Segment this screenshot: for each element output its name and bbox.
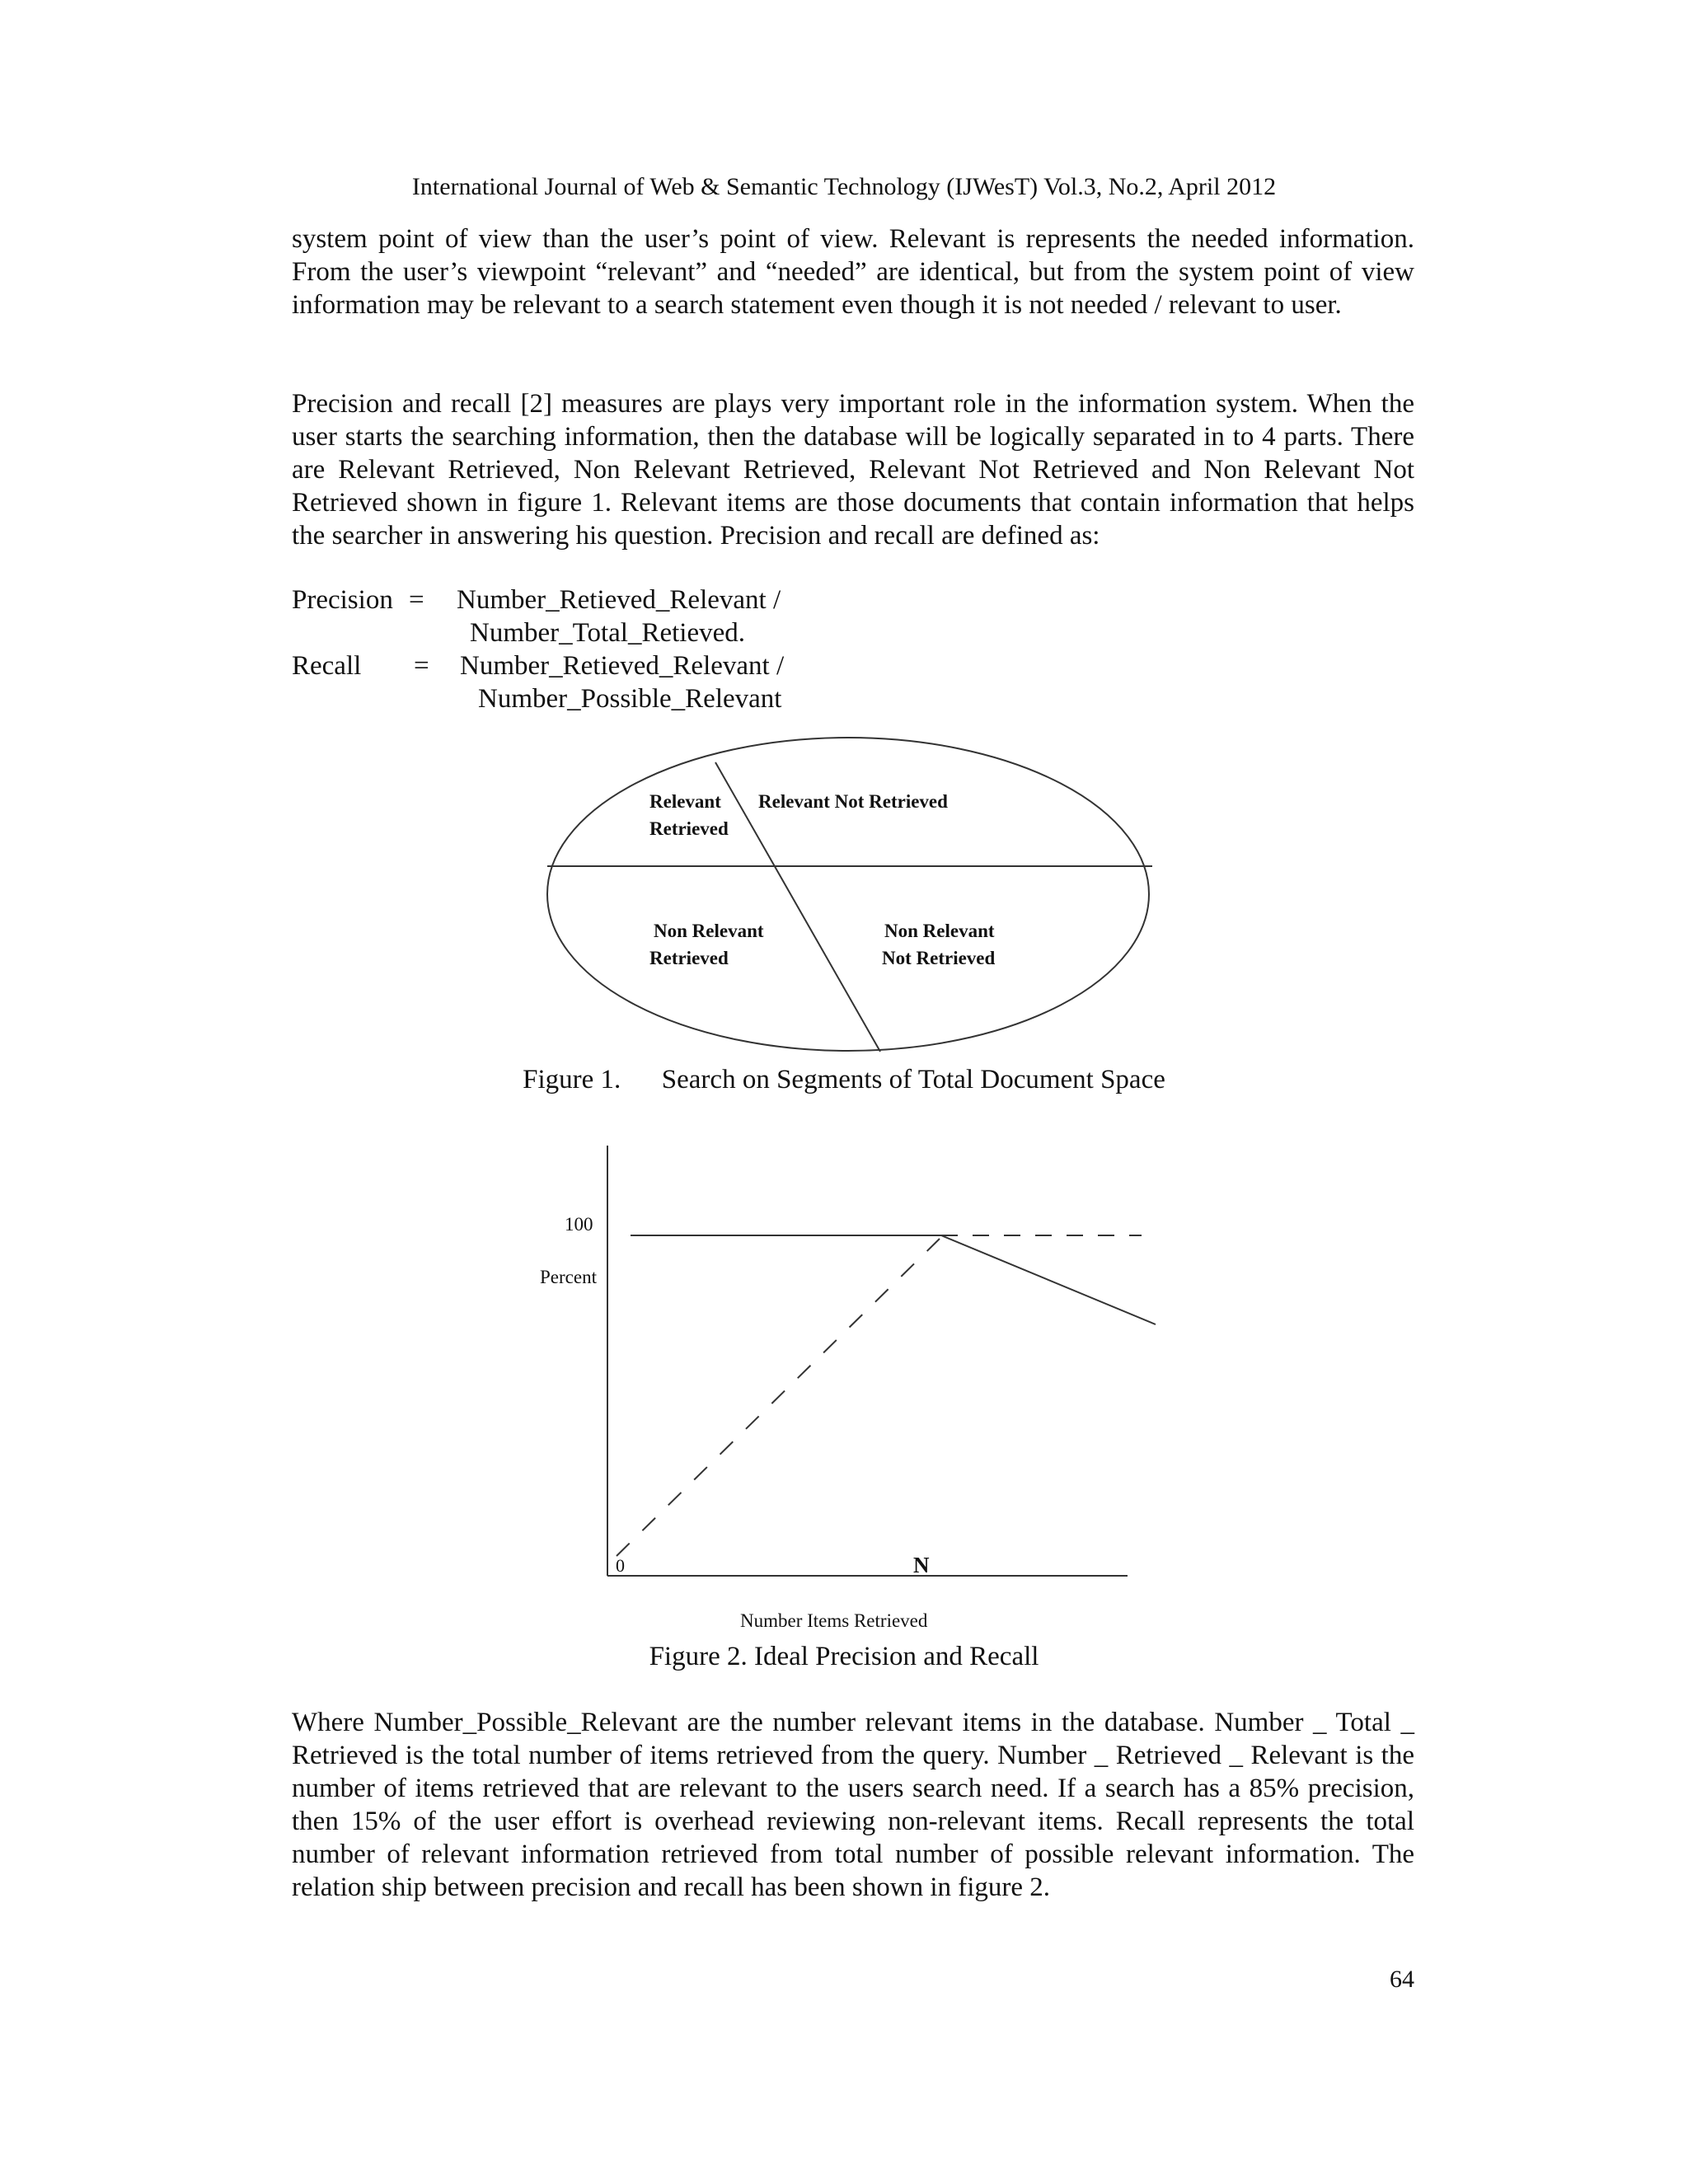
paragraph-1: system point of view than the user’s point of view. Relevant is represents the needed information. From the user’s viewpoint “relevant” and “needed” are identical, but from the system point of view information may be relevant to a search statement even though it is not needed / relevant to user. <box>292 224 1414 320</box>
y-tick-100: 100 <box>565 1214 593 1235</box>
label-non-relevant-not-retrieved-2: Not Retrieved <box>882 948 996 968</box>
label-relevant-retrieved-1: Relevant <box>649 791 721 812</box>
precision-equals: = <box>409 585 424 615</box>
label-non-relevant-retrieved-1: Non Relevant <box>654 921 764 941</box>
precision-denominator: Number_Total_Retieved. <box>470 618 746 648</box>
recall-dashed-line <box>617 1239 940 1556</box>
y-axis-label: Percent <box>540 1267 597 1287</box>
precision-numerator: Number_Retieved_Relevant / <box>457 585 781 615</box>
origin-label: 0 <box>616 1555 625 1576</box>
figure-1-caption <box>0 1065 1688 1095</box>
label-relevant-retrieved-2: Retrieved <box>649 818 729 839</box>
label-non-relevant-retrieved-2: Retrieved <box>649 948 729 968</box>
figure-2-caption: Figure 2. Ideal Precision and Recall <box>649 1642 1039 1671</box>
formula-block <box>292 583 1116 715</box>
recall-denominator: Number_Possible_Relevant <box>478 684 782 714</box>
n-label: N <box>913 1553 930 1577</box>
label-non-relevant-not-retrieved-1: Non Relevant <box>884 921 995 941</box>
precision-decline-line <box>941 1235 1156 1324</box>
document-space-ellipse <box>547 738 1149 1051</box>
label-relevant-not-retrieved: Relevant Not Retrieved <box>758 791 948 812</box>
recall-numerator: Number_Retieved_Relevant / <box>460 651 785 681</box>
paragraph-3: Where Number_Possible_Relevant are the number relevant items in the database. Number _ Total _ Retrieved is the total number of items retrieved from the query. Number _ Retrieved _ Relevant is the number of items retrieved that are relevant to the users search need. If a search has a 85% precision, then 15% of the user effort is overhead reviewing non-relevant items. Recall represents the total number of relevant information retrieved from total number of possible relevant information. The relation ship between precision and recall has been shown in figure 2. <box>292 1708 1414 1902</box>
figure-2-chart <box>528 1137 1170 1632</box>
recall-equals: = <box>414 651 429 681</box>
figure-1-caption-text: Search on Segments of Total Document Space <box>661 1065 1165 1094</box>
figure-1-diagram <box>536 725 1162 1063</box>
running-header: International Journal of Web & Semantic Technology (IJWesT) Vol.3, No.2, April 2012 <box>411 173 1277 200</box>
paragraph-2: Precision and recall [2] measures are plays very important role in the information system. When the user starts the searching information, then the database will be logically separated in to 4 parts. There are Relevant Retrieved, Non Relevant Retrieved, Relevant Not Retrieved and Non Relevant Not Retrieved shown in figure 1. Relevant items are those documents that contain information that helps the searcher in answering his question. Precision and recall are defined as: <box>292 389 1414 551</box>
precision-label: Precision <box>292 585 393 615</box>
recall-label: Recall <box>292 651 362 681</box>
x-axis-label: Number Items Retrieved <box>740 1610 928 1631</box>
figure-1-caption-number: Figure 1. <box>523 1065 621 1094</box>
page-number: 64 <box>1390 1966 1414 1993</box>
